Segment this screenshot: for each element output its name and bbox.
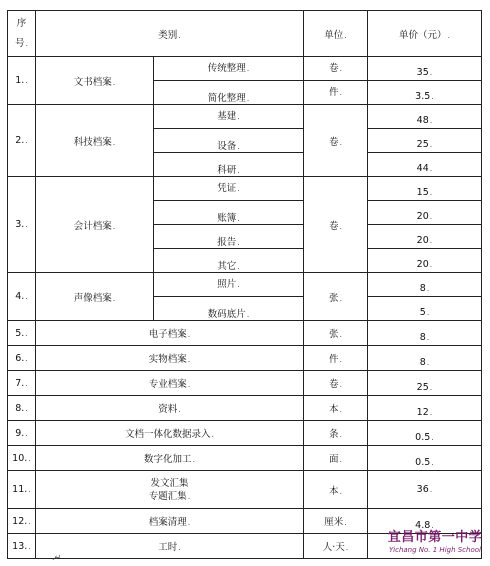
table-row (8, 177, 482, 201)
header-price: 单价（元）. (368, 11, 482, 57)
row-price: 8. (368, 273, 482, 297)
header-seq-top: 序 (16, 17, 27, 29)
row-item: 其它. (154, 249, 304, 273)
row-item: 基建. (154, 105, 304, 129)
header-category: 类别. (36, 11, 304, 57)
row-name: 文档一体化数据录入. (36, 421, 304, 446)
row-price: 20. (368, 225, 482, 249)
table-row (8, 471, 482, 509)
row-name: 数字化加工. (36, 446, 304, 471)
table-row (8, 273, 482, 297)
table-row (8, 57, 482, 81)
row-unit: 卷. (304, 57, 368, 81)
row-item: 照片. (154, 273, 304, 297)
row-seq: 9.. (8, 421, 36, 446)
table-header-row (8, 11, 482, 57)
row-price: 15. (368, 177, 482, 201)
row-seq: 11.. (8, 471, 36, 509)
row-unit: 卷. (304, 371, 368, 396)
row-name: 工时. (36, 534, 304, 559)
header-seq-bottom: 号 (14, 37, 25, 49)
row-price: 12. (368, 396, 482, 421)
row-name: 电子档案. (36, 321, 304, 346)
row-unit: 条. (304, 421, 368, 446)
row-price: 4.8. (368, 509, 482, 534)
row-item: 科研. (154, 153, 304, 177)
row-item: 账簿. (154, 201, 304, 225)
watermark-cn: 宜昌市第一中学 (387, 530, 483, 545)
row-name-line-2: 专题汇集 (148, 490, 187, 502)
row-group: 声像档案. (36, 273, 154, 321)
row-unit: 厘米. (304, 509, 368, 534)
row-unit: 面. (304, 446, 368, 471)
row-group: 科技档案. (36, 105, 154, 177)
row-seq: 2.. (8, 105, 36, 177)
row-unit: 本. (304, 396, 368, 421)
school-watermark (382, 530, 488, 562)
row-price: 8. (368, 321, 482, 346)
table-row (8, 396, 482, 421)
row-name: 实物档案. (36, 346, 304, 371)
price-table (7, 10, 482, 559)
row-name: 专业档案. (36, 371, 304, 396)
row-price: 35. (368, 57, 482, 81)
row-seq: 7.. (8, 371, 36, 396)
row-seq: 4.. (8, 273, 36, 321)
row-unit: 人·天. (304, 534, 368, 559)
row-seq: 10.. (8, 446, 36, 471)
row-unit: 件. (304, 81, 368, 105)
row-name: 资料. (36, 396, 304, 421)
row-seq: 1.. (8, 57, 36, 105)
paragraph-mark: .↵ (52, 553, 62, 562)
row-unit: 张. (304, 273, 368, 321)
row-item: 传统整理. (154, 57, 304, 81)
row-seq: 3.. (8, 177, 36, 273)
row-price: 20. (368, 201, 482, 225)
row-price: 0.5. (368, 421, 482, 446)
row-seq: 6.. (8, 346, 36, 371)
row-unit: 卷. (304, 105, 368, 177)
row-item: 设备. (154, 129, 304, 153)
row-price: 48. (368, 105, 482, 129)
row-unit: 件. (304, 346, 368, 371)
row-seq: 8.. (8, 396, 36, 421)
row-group: 会计档案. (36, 177, 154, 273)
row-name-line-1: 发文汇集 (150, 477, 189, 489)
row-price: 25. (368, 371, 482, 396)
row-seq: 12.. (8, 509, 36, 534)
table-row (8, 421, 482, 446)
row-price: 8. (368, 346, 482, 371)
row-name: 发文汇集 专题汇集. (36, 471, 304, 509)
row-unit: 张. (304, 321, 368, 346)
row-price: 25. (368, 129, 482, 153)
row-price: 5. (368, 297, 482, 321)
table-row (8, 321, 482, 346)
row-unit: 本. (304, 471, 368, 509)
row-item: 简化整理. (154, 81, 304, 105)
table-row (8, 371, 482, 396)
row-seq: 5.. (8, 321, 36, 346)
header-seq: 序 号. (8, 11, 36, 57)
row-price: 0.5. (368, 446, 482, 471)
row-seq: 13.. (8, 534, 36, 559)
row-item: 凭证. (154, 177, 304, 201)
row-price: 44. (368, 153, 482, 177)
table-row (8, 446, 482, 471)
row-price: 20. (368, 249, 482, 273)
table-row (8, 346, 482, 371)
header-unit: 单位. (304, 11, 368, 57)
row-item: 数码底片. (154, 297, 304, 321)
row-price: 3.5. (368, 81, 482, 105)
row-unit: 卷. (304, 177, 368, 273)
table-row (8, 105, 482, 129)
row-price: 36. (368, 471, 482, 509)
watermark-en: Yichang No. 1 High School (389, 546, 481, 554)
row-name: 档案清理. (36, 509, 304, 534)
row-group: 文书档案. (36, 57, 154, 105)
row-item: 报告. (154, 225, 304, 249)
